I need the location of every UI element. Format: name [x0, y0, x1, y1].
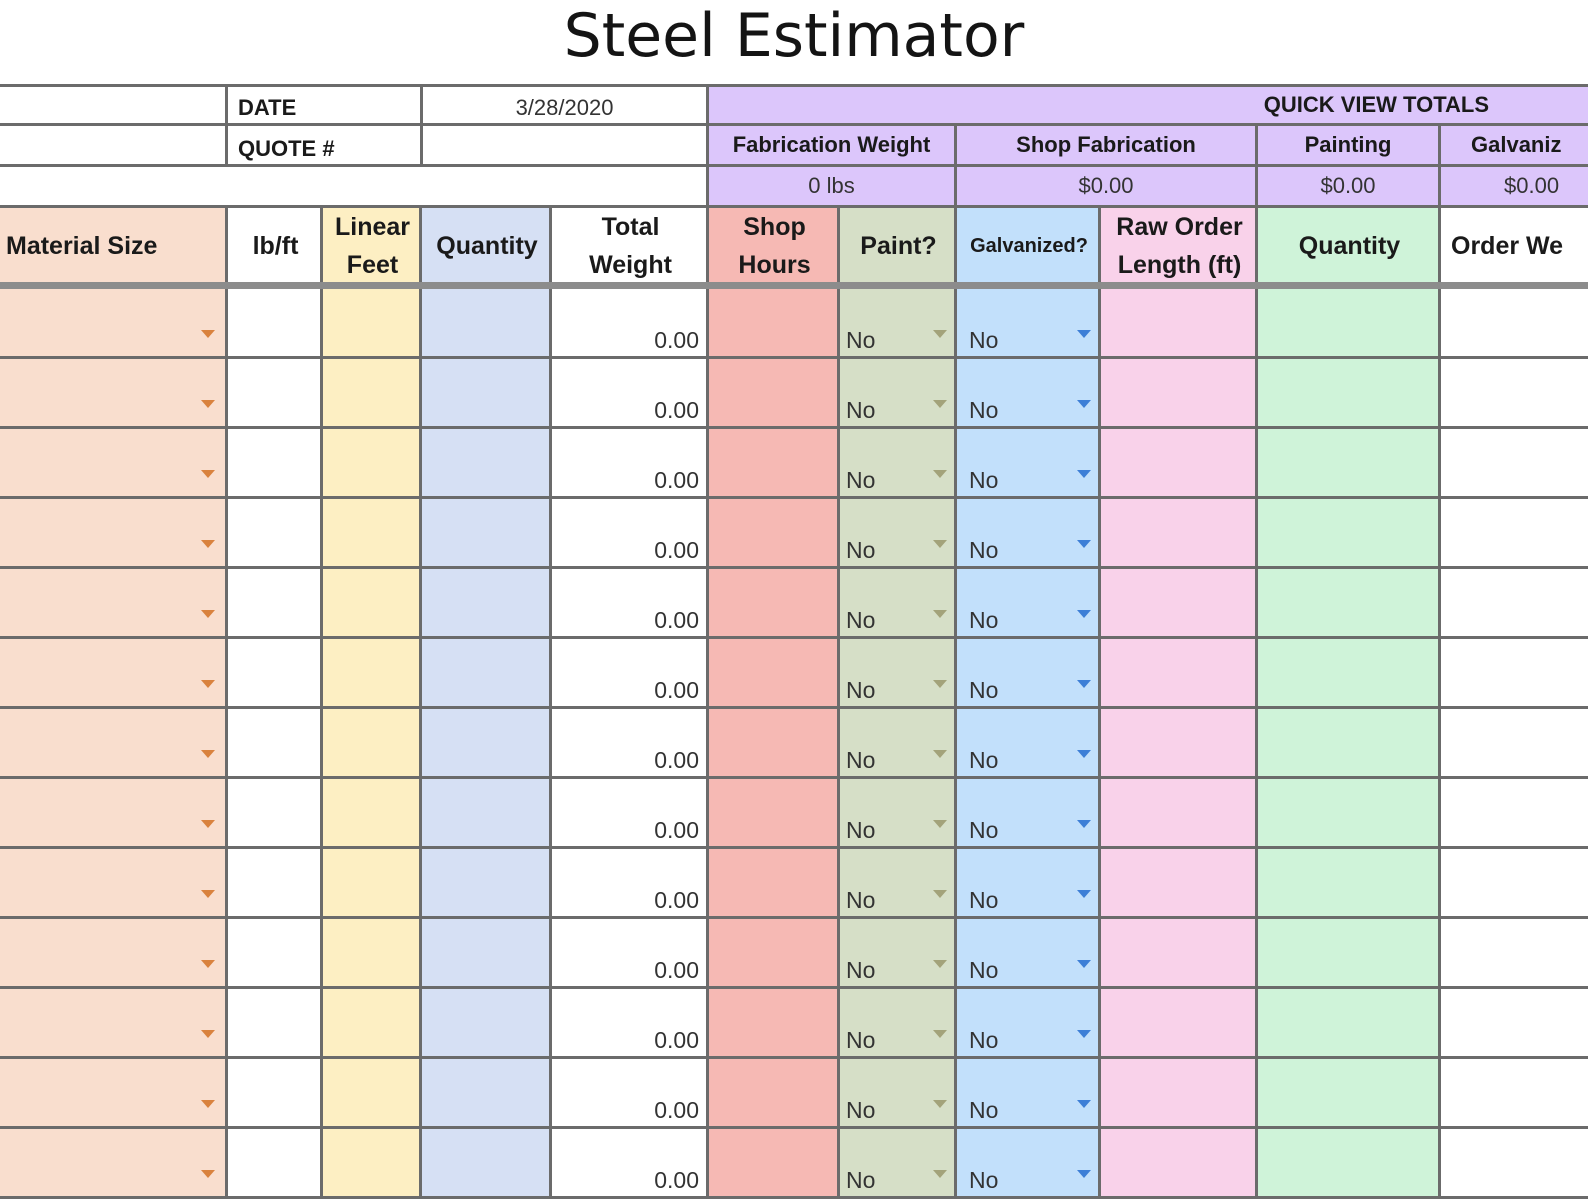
dropdown-arrow-icon[interactable]	[201, 750, 215, 758]
table-row	[0, 849, 1588, 919]
dropdown-arrow-icon[interactable]	[933, 960, 947, 968]
material-size-dropdown[interactable]	[0, 429, 225, 499]
total-weight-cell: 0.00	[549, 429, 709, 499]
quantity-cell[interactable]	[419, 499, 552, 569]
paint-dropdown[interactable]	[837, 849, 957, 919]
table-row	[0, 709, 1588, 779]
shop-hours-cell[interactable]	[706, 709, 840, 779]
dropdown-arrow-icon[interactable]	[201, 330, 215, 338]
quantity-2-cell[interactable]	[1255, 289, 1441, 359]
quantity-2-cell[interactable]	[1255, 639, 1441, 709]
table-row	[0, 359, 1588, 429]
linear-feet-cell[interactable]	[320, 429, 422, 499]
material-size-dropdown[interactable]	[0, 989, 225, 1059]
dropdown-arrow-icon[interactable]	[1077, 680, 1091, 688]
order-weight-cell	[1438, 779, 1588, 849]
paint-value: No	[846, 1097, 876, 1123]
paint-value: No	[846, 397, 876, 423]
paint-dropdown[interactable]	[837, 989, 957, 1059]
galvanized-dropdown[interactable]	[954, 1129, 1101, 1199]
galvanized-value: No	[969, 537, 999, 563]
qv-fabrication-weight-label: Fabrication Weight	[706, 123, 957, 167]
total-weight-cell: 0.00	[549, 639, 709, 709]
paint-value: No	[846, 817, 876, 843]
total-weight-cell: 0.00	[549, 709, 709, 779]
qv-shop-fabrication-label: Shop Fabrication	[954, 123, 1258, 167]
table-row	[0, 989, 1588, 1059]
galvanized-value: No	[969, 817, 999, 843]
galvanized-value: No	[969, 1027, 999, 1053]
quantity-cell[interactable]	[419, 709, 552, 779]
lb-ft-cell[interactable]	[225, 569, 323, 639]
order-weight-cell	[1438, 849, 1588, 919]
info-blank-cell-1[interactable]	[0, 84, 228, 126]
dropdown-arrow-icon[interactable]	[933, 820, 947, 828]
table-row	[0, 289, 1588, 359]
order-weight-cell	[1438, 499, 1588, 569]
quantity-2-cell[interactable]	[1255, 779, 1441, 849]
order-weight-cell	[1438, 569, 1588, 639]
galvanized-dropdown[interactable]	[954, 429, 1101, 499]
header-divider	[0, 282, 1588, 289]
order-weight-cell	[1438, 919, 1588, 989]
lb-ft-cell[interactable]	[225, 989, 323, 1059]
paint-value: No	[846, 677, 876, 703]
paint-value: No	[846, 887, 876, 913]
linear-feet-cell[interactable]	[320, 989, 422, 1059]
dropdown-arrow-icon[interactable]	[933, 750, 947, 758]
linear-feet-cell[interactable]	[320, 709, 422, 779]
shop-hours-cell[interactable]	[706, 429, 840, 499]
galvanized-dropdown[interactable]	[954, 709, 1101, 779]
col-header-raw-order-length: Raw Order Length (ft)	[1098, 205, 1258, 283]
col-header-shop-hours: Shop Hours	[706, 205, 840, 283]
order-weight-cell	[1438, 429, 1588, 499]
galvanized-dropdown[interactable]	[954, 1059, 1101, 1129]
dropdown-arrow-icon[interactable]	[933, 890, 947, 898]
total-weight-cell: 0.00	[549, 359, 709, 429]
dropdown-arrow-icon[interactable]	[1077, 960, 1091, 968]
paint-dropdown[interactable]	[837, 639, 957, 709]
total-weight-cell: 0.00	[549, 569, 709, 639]
quantity-2-cell[interactable]	[1255, 1059, 1441, 1129]
galvanized-value: No	[969, 467, 999, 493]
qv-painting-label: Painting	[1255, 123, 1441, 167]
quantity-2-cell[interactable]	[1255, 569, 1441, 639]
quick-view-title: QUICK VIEW TOTALS	[706, 84, 1588, 126]
linear-feet-cell[interactable]	[320, 1129, 422, 1199]
shop-hours-cell[interactable]	[706, 569, 840, 639]
quantity-2-cell[interactable]	[1255, 1129, 1441, 1199]
dropdown-arrow-icon[interactable]	[201, 1030, 215, 1038]
dropdown-arrow-icon[interactable]	[1077, 400, 1091, 408]
material-size-dropdown[interactable]	[0, 569, 225, 639]
dropdown-arrow-icon[interactable]	[201, 960, 215, 968]
table-row	[0, 779, 1588, 849]
lb-ft-cell[interactable]	[225, 1059, 323, 1129]
dropdown-arrow-icon[interactable]	[1077, 820, 1091, 828]
galvanized-value: No	[969, 887, 999, 913]
dropdown-arrow-icon[interactable]	[201, 400, 215, 408]
estimate-table-body	[0, 289, 1588, 1199]
dropdown-arrow-icon[interactable]	[201, 1100, 215, 1108]
quantity-2-cell[interactable]	[1255, 499, 1441, 569]
col-header-quantity: Quantity	[419, 205, 552, 283]
quantity-cell[interactable]	[419, 779, 552, 849]
dropdown-arrow-icon[interactable]	[201, 890, 215, 898]
shop-hours-cell[interactable]	[706, 989, 840, 1059]
quantity-cell[interactable]	[419, 1059, 552, 1129]
paint-dropdown[interactable]	[837, 359, 957, 429]
linear-feet-cell[interactable]	[320, 359, 422, 429]
order-weight-cell	[1438, 289, 1588, 359]
total-weight-cell: 0.00	[549, 779, 709, 849]
table-row	[0, 499, 1588, 569]
date-label: DATE	[225, 84, 423, 126]
material-size-dropdown[interactable]	[0, 639, 225, 709]
dropdown-arrow-icon[interactable]	[933, 400, 947, 408]
material-size-dropdown[interactable]	[0, 289, 225, 359]
shop-hours-cell[interactable]	[706, 289, 840, 359]
raw-order-length-cell[interactable]	[1098, 569, 1258, 639]
quantity-cell[interactable]	[419, 989, 552, 1059]
lb-ft-cell[interactable]	[225, 289, 323, 359]
paint-value: No	[846, 327, 876, 353]
quantity-cell[interactable]	[419, 919, 552, 989]
total-weight-cell: 0.00	[549, 499, 709, 569]
paint-dropdown[interactable]	[837, 779, 957, 849]
raw-order-length-cell[interactable]	[1098, 289, 1258, 359]
dropdown-arrow-icon[interactable]	[1077, 610, 1091, 618]
raw-order-length-cell[interactable]	[1098, 919, 1258, 989]
paint-value: No	[846, 607, 876, 633]
quantity-cell[interactable]	[419, 1129, 552, 1199]
col-header-linear-feet: Linear Feet	[320, 205, 422, 283]
linear-feet-cell[interactable]	[320, 289, 422, 359]
lb-ft-cell[interactable]	[225, 359, 323, 429]
lb-ft-cell[interactable]	[225, 709, 323, 779]
paint-dropdown[interactable]	[837, 289, 957, 359]
dropdown-arrow-icon[interactable]	[201, 610, 215, 618]
shop-hours-cell[interactable]	[706, 499, 840, 569]
dropdown-arrow-icon[interactable]	[1077, 1030, 1091, 1038]
dropdown-arrow-icon[interactable]	[933, 540, 947, 548]
lb-ft-cell[interactable]	[225, 639, 323, 709]
raw-order-length-cell[interactable]	[1098, 639, 1258, 709]
dropdown-arrow-icon[interactable]	[1077, 1170, 1091, 1178]
qv-galvanizing-value: $0.00	[1438, 164, 1588, 208]
quantity-cell[interactable]	[419, 849, 552, 919]
linear-feet-cell[interactable]	[320, 1059, 422, 1129]
material-size-dropdown[interactable]	[0, 1129, 225, 1199]
table-row	[0, 919, 1588, 989]
galvanized-value: No	[969, 1097, 999, 1123]
quantity-2-cell[interactable]	[1255, 919, 1441, 989]
shop-hours-cell[interactable]	[706, 919, 840, 989]
paint-dropdown[interactable]	[837, 709, 957, 779]
lb-ft-cell[interactable]	[225, 499, 323, 569]
dropdown-arrow-icon[interactable]	[201, 820, 215, 828]
table-row	[0, 429, 1588, 499]
table-row	[0, 569, 1588, 639]
raw-order-length-cell[interactable]	[1098, 1129, 1258, 1199]
dropdown-arrow-icon[interactable]	[933, 470, 947, 478]
galvanized-dropdown[interactable]	[954, 569, 1101, 639]
paint-value: No	[846, 537, 876, 563]
linear-feet-cell[interactable]	[320, 919, 422, 989]
table-row	[0, 639, 1588, 709]
raw-order-length-cell[interactable]	[1098, 429, 1258, 499]
lb-ft-cell[interactable]	[225, 779, 323, 849]
galvanized-dropdown[interactable]	[954, 289, 1101, 359]
dropdown-arrow-icon[interactable]	[201, 680, 215, 688]
col-header-quantity-2: Quantity	[1255, 205, 1441, 283]
dropdown-arrow-icon[interactable]	[933, 1100, 947, 1108]
galvanized-value: No	[969, 677, 999, 703]
raw-order-length-cell[interactable]	[1098, 1059, 1258, 1129]
dropdown-arrow-icon[interactable]	[933, 610, 947, 618]
order-weight-cell	[1438, 989, 1588, 1059]
dropdown-arrow-icon[interactable]	[1077, 750, 1091, 758]
total-weight-cell: 0.00	[549, 289, 709, 359]
galvanized-value: No	[969, 957, 999, 983]
order-weight-cell	[1438, 639, 1588, 709]
galvanized-dropdown[interactable]	[954, 989, 1101, 1059]
material-size-dropdown[interactable]	[0, 1059, 225, 1129]
col-header-total-weight: Total Weight	[549, 205, 709, 283]
dropdown-arrow-icon[interactable]	[201, 540, 215, 548]
total-weight-cell: 0.00	[549, 989, 709, 1059]
order-weight-cell	[1438, 1129, 1588, 1199]
material-size-dropdown[interactable]	[0, 499, 225, 569]
info-blank-cell-2[interactable]	[0, 123, 228, 167]
galvanized-value: No	[969, 747, 999, 773]
order-weight-cell	[1438, 709, 1588, 779]
galvanized-dropdown[interactable]	[954, 359, 1101, 429]
qv-fabrication-weight-value: 0 lbs	[706, 164, 957, 208]
table-row	[0, 1059, 1588, 1129]
raw-order-length-cell[interactable]	[1098, 849, 1258, 919]
linear-feet-cell[interactable]	[320, 499, 422, 569]
shop-hours-cell[interactable]	[706, 849, 840, 919]
quantity-2-cell[interactable]	[1255, 429, 1441, 499]
page-title: Steel Estimator	[563, 1, 1025, 71]
galvanized-dropdown[interactable]	[954, 499, 1101, 569]
col-header-material-size: Material Size	[0, 205, 225, 283]
raw-order-length-cell[interactable]	[1098, 359, 1258, 429]
linear-feet-cell[interactable]	[320, 639, 422, 709]
dropdown-arrow-icon[interactable]	[201, 1170, 215, 1178]
quantity-2-cell[interactable]	[1255, 359, 1441, 429]
shop-hours-cell[interactable]	[706, 359, 840, 429]
total-weight-cell: 0.00	[549, 919, 709, 989]
quote-label: QUOTE #	[225, 123, 423, 167]
col-header-order-weight: Order We	[1438, 205, 1588, 283]
shop-hours-cell[interactable]	[706, 1129, 840, 1199]
paint-value: No	[846, 747, 876, 773]
material-size-dropdown[interactable]	[0, 779, 225, 849]
quantity-cell[interactable]	[419, 429, 552, 499]
quantity-cell[interactable]	[419, 639, 552, 709]
dropdown-arrow-icon[interactable]	[1077, 1100, 1091, 1108]
galvanized-value: No	[969, 607, 999, 633]
galvanized-value: No	[969, 1167, 999, 1193]
dropdown-arrow-icon[interactable]	[933, 330, 947, 338]
order-weight-cell	[1438, 359, 1588, 429]
qv-shop-fabrication-value: $0.00	[954, 164, 1258, 208]
lb-ft-cell[interactable]	[225, 919, 323, 989]
raw-order-length-cell[interactable]	[1098, 499, 1258, 569]
galvanized-dropdown[interactable]	[954, 779, 1101, 849]
dropdown-arrow-icon[interactable]	[201, 470, 215, 478]
paint-value: No	[846, 1027, 876, 1053]
qv-galvanizing-label: Galvaniz	[1438, 123, 1588, 167]
galvanized-dropdown[interactable]	[954, 849, 1101, 919]
lb-ft-cell[interactable]	[225, 849, 323, 919]
material-size-dropdown[interactable]	[0, 919, 225, 989]
galvanized-value: No	[969, 397, 999, 423]
lb-ft-cell[interactable]	[225, 429, 323, 499]
dropdown-arrow-icon[interactable]	[1077, 330, 1091, 338]
dropdown-arrow-icon[interactable]	[933, 680, 947, 688]
col-header-paint: Paint?	[837, 205, 957, 283]
quantity-2-cell[interactable]	[1255, 709, 1441, 779]
paint-dropdown[interactable]	[837, 429, 957, 499]
table-row	[0, 1129, 1588, 1199]
paint-value: No	[846, 1167, 876, 1193]
col-header-galvanized: Galvanized?	[954, 205, 1101, 283]
paint-dropdown[interactable]	[837, 569, 957, 639]
total-weight-cell: 0.00	[549, 1129, 709, 1199]
order-weight-cell	[1438, 1059, 1588, 1129]
dropdown-arrow-icon[interactable]	[933, 1170, 947, 1178]
paint-dropdown[interactable]	[837, 1059, 957, 1129]
total-weight-cell: 0.00	[549, 1059, 709, 1129]
galvanized-dropdown[interactable]	[954, 639, 1101, 709]
quantity-2-cell[interactable]	[1255, 849, 1441, 919]
quantity-cell[interactable]	[419, 569, 552, 639]
quantity-cell[interactable]	[419, 359, 552, 429]
dropdown-arrow-icon[interactable]	[1077, 540, 1091, 548]
paint-value: No	[846, 467, 876, 493]
date-field[interactable]: 3/28/2020	[420, 84, 709, 126]
material-size-dropdown[interactable]	[0, 359, 225, 429]
raw-order-length-cell[interactable]	[1098, 779, 1258, 849]
quantity-cell[interactable]	[419, 289, 552, 359]
quantity-2-cell[interactable]	[1255, 989, 1441, 1059]
linear-feet-cell[interactable]	[320, 779, 422, 849]
quote-field[interactable]	[420, 123, 709, 167]
shop-hours-cell[interactable]	[706, 779, 840, 849]
galvanized-dropdown[interactable]	[954, 919, 1101, 989]
lb-ft-cell[interactable]	[225, 1129, 323, 1199]
paint-dropdown[interactable]	[837, 1129, 957, 1199]
paint-dropdown[interactable]	[837, 919, 957, 989]
linear-feet-cell[interactable]	[320, 569, 422, 639]
shop-hours-cell[interactable]	[706, 1059, 840, 1129]
dropdown-arrow-icon[interactable]	[1077, 470, 1091, 478]
col-header-lb-ft: lb/ft	[225, 205, 323, 283]
total-weight-cell: 0.00	[549, 849, 709, 919]
material-size-dropdown[interactable]	[0, 709, 225, 779]
qv-painting-value: $0.00	[1255, 164, 1441, 208]
dropdown-arrow-icon[interactable]	[1077, 890, 1091, 898]
material-size-dropdown[interactable]	[0, 849, 225, 919]
paint-dropdown[interactable]	[837, 499, 957, 569]
paint-value: No	[846, 957, 876, 983]
dropdown-arrow-icon[interactable]	[933, 1030, 947, 1038]
raw-order-length-cell[interactable]	[1098, 709, 1258, 779]
shop-hours-cell[interactable]	[706, 639, 840, 709]
linear-feet-cell[interactable]	[320, 849, 422, 919]
galvanized-value: No	[969, 327, 999, 353]
raw-order-length-cell[interactable]	[1098, 989, 1258, 1059]
